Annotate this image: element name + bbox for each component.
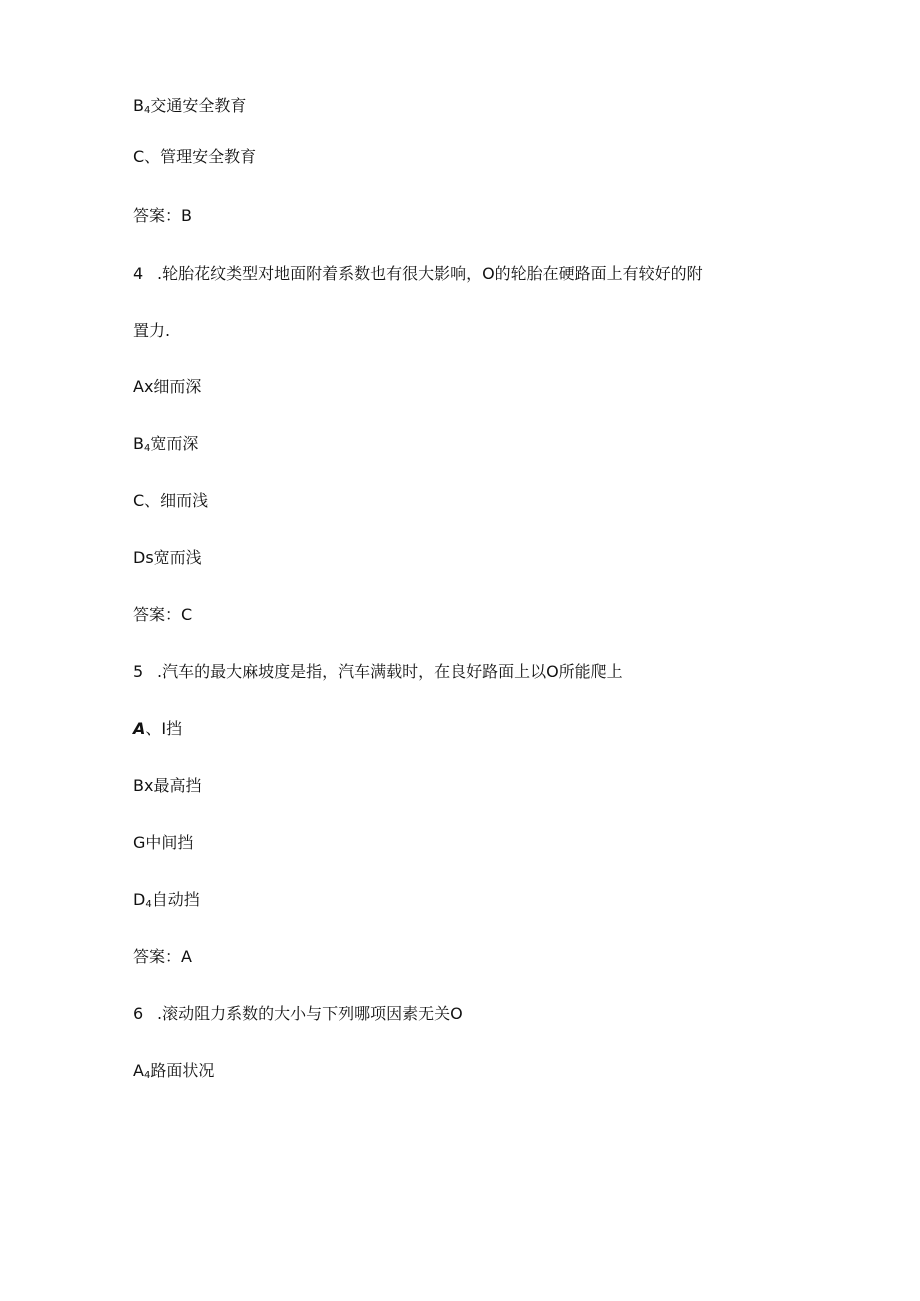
answer-q3 (133, 206, 192, 226)
option-letter: C (133, 147, 145, 166)
option-letter: D (133, 548, 146, 567)
option-a-first-gear (133, 719, 182, 739)
option-subscript: 4 (143, 443, 151, 454)
question-number: 4 (133, 264, 144, 283)
option-text: 中间挡 (145, 833, 194, 852)
question-5 (133, 662, 623, 682)
option-letter: A (133, 377, 144, 396)
answer-q4 (133, 605, 192, 625)
question-number: 5 (133, 662, 144, 681)
option-a-road-condition (133, 1061, 214, 1086)
option-text: 、细而浅 (144, 491, 209, 510)
option-text: 宽而深 (150, 434, 199, 453)
question-text: 置力. (133, 321, 171, 340)
option-subscript: 4 (145, 899, 152, 910)
option-text: 路面状况 (150, 1061, 215, 1080)
option-subscript: 4 (143, 105, 151, 116)
option-letter: A (133, 1061, 144, 1080)
question-text: .汽车的最大麻坡度是指，汽车满载时，在良好路面上以O所能爬上 (157, 662, 623, 681)
question-number: 6 (133, 1004, 144, 1023)
answer-value: C (181, 605, 193, 624)
option-text: 交通安全教育 (150, 96, 247, 115)
answer-value: A (181, 947, 192, 966)
answer-label: 答案： (133, 947, 182, 966)
question-6 (133, 1004, 463, 1024)
option-letter: D (133, 890, 146, 909)
option-c-fine-shallow (133, 491, 208, 511)
option-c-middle-gear (133, 833, 193, 853)
option-d-wide-shallow (133, 548, 202, 568)
option-letter: B (133, 434, 144, 453)
option-letter: B (133, 96, 144, 115)
option-letter: G (133, 833, 146, 852)
option-text: s宽而浅 (145, 548, 202, 567)
option-letter: A (133, 719, 146, 738)
option-b-wide-deep (133, 434, 198, 459)
option-text: x最高挡 (143, 776, 202, 795)
option-letter: C (133, 491, 145, 510)
option-text: 、管理安全教育 (144, 147, 257, 166)
option-letter: B (133, 776, 144, 795)
question-4 (133, 264, 703, 284)
question-4-continuation (133, 321, 170, 341)
option-text: 、I挡 (145, 719, 183, 738)
answer-value: B (181, 206, 192, 225)
option-c-management-safety (133, 147, 256, 167)
question-text: .轮胎花纹类型对地面附着系数也有很大影响，O的轮胎在硬路面上有较好的附 (157, 264, 703, 283)
question-text: .滚动阻力系数的大小与下列哪项因素无关O (157, 1004, 463, 1023)
option-d-automatic-gear (133, 890, 200, 915)
option-a-fine-deep (133, 377, 201, 397)
option-b-traffic-safety (133, 96, 246, 121)
answer-q5 (133, 947, 192, 967)
option-text: x细而深 (143, 377, 202, 396)
answer-label: 答案： (133, 206, 182, 225)
option-text: 自动挡 (151, 890, 200, 909)
option-b-highest-gear (133, 776, 201, 796)
option-subscript: 4 (143, 1070, 151, 1081)
answer-label: 答案： (133, 605, 182, 624)
